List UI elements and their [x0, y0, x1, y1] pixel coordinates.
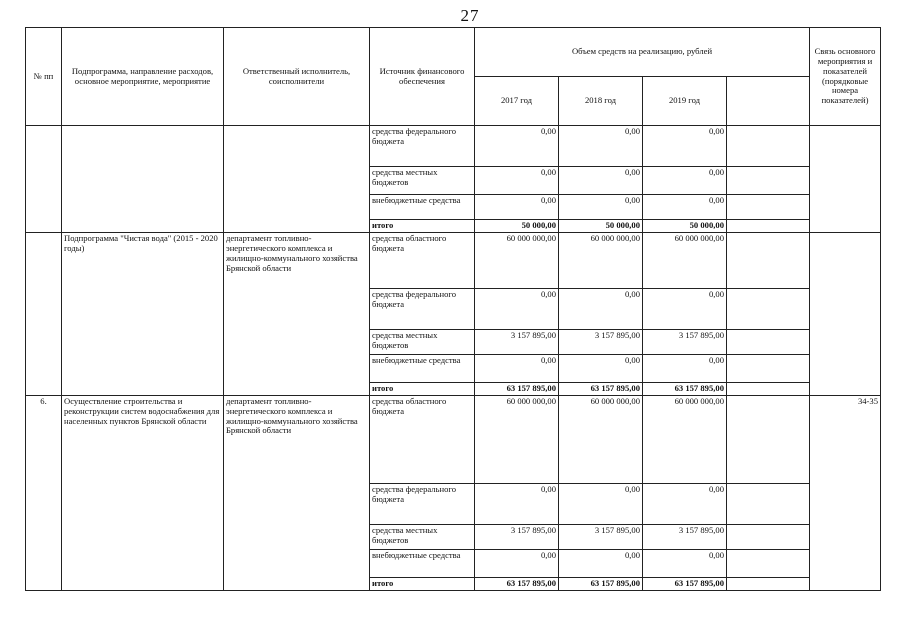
- source-cell: итого: [370, 220, 475, 233]
- header-link: Связь основного мероприятия и показателей (порядковые номера показателей): [810, 28, 881, 126]
- empty-cell: [727, 288, 810, 329]
- amount-cell: 3 157 895,00: [475, 524, 559, 549]
- amount-cell: 50 000,00: [643, 220, 727, 233]
- source-cell: средства местных бюджетов: [370, 524, 475, 549]
- amount-cell: 60 000 000,00: [643, 395, 727, 483]
- table-header: [26, 28, 881, 126]
- page-number: 27: [460, 6, 480, 25]
- amount-cell: 0,00: [559, 483, 643, 524]
- header-source: Источник финансового обеспечения: [370, 28, 475, 126]
- source-cell: внебюджетные средства: [370, 195, 475, 220]
- indicator-link-cell: [810, 232, 881, 395]
- row-number: [26, 232, 62, 395]
- empty-cell: [727, 329, 810, 354]
- empty-cell: [727, 167, 810, 195]
- table-body: [26, 126, 881, 591]
- amount-cell: 60 000 000,00: [643, 232, 727, 288]
- empty-cell: [727, 126, 810, 167]
- table-row: [26, 126, 881, 167]
- empty-cell: [727, 577, 810, 590]
- amount-cell: 63 157 895,00: [475, 577, 559, 590]
- amount-cell: 0,00: [475, 126, 559, 167]
- amount-cell: 63 157 895,00: [643, 577, 727, 590]
- header-year-2019: 2019 год: [643, 77, 727, 126]
- empty-cell: [727, 220, 810, 233]
- amount-cell: 0,00: [475, 195, 559, 220]
- source-cell: итого: [370, 382, 475, 395]
- amount-cell: 63 157 895,00: [559, 382, 643, 395]
- amount-cell: 0,00: [643, 549, 727, 577]
- amount-cell: 60 000 000,00: [475, 395, 559, 483]
- amount-cell: 60 000 000,00: [559, 232, 643, 288]
- amount-cell: 0,00: [643, 354, 727, 382]
- row-number: 6.: [26, 395, 62, 590]
- source-cell: средства федерального бюджета: [370, 483, 475, 524]
- amount-cell: 3 157 895,00: [643, 524, 727, 549]
- amount-cell: 0,00: [559, 288, 643, 329]
- header-year-2018: 2018 год: [559, 77, 643, 126]
- amount-cell: 0,00: [559, 167, 643, 195]
- amount-cell: 0,00: [475, 354, 559, 382]
- amount-cell: 0,00: [643, 195, 727, 220]
- amount-cell: 0,00: [643, 288, 727, 329]
- header-empty-year: [727, 77, 810, 126]
- executor-cell: [224, 126, 370, 233]
- amount-cell: 3 157 895,00: [559, 329, 643, 354]
- amount-cell: 0,00: [643, 126, 727, 167]
- source-cell: итого: [370, 577, 475, 590]
- empty-cell: [727, 483, 810, 524]
- subprogram-cell: Подпрограмма "Чистая вода" (2015 - 2020 годы): [62, 232, 224, 395]
- amount-cell: 0,00: [559, 126, 643, 167]
- empty-cell: [727, 524, 810, 549]
- executor-cell: департамент топливно-энергетического комплекса и жилищно-коммунального хозяйства Брянской области: [224, 395, 370, 590]
- source-cell: средства федерального бюджета: [370, 126, 475, 167]
- empty-cell: [727, 354, 810, 382]
- indicator-link-cell: [810, 126, 881, 233]
- amount-cell: 0,00: [643, 167, 727, 195]
- subprogram-cell: [62, 126, 224, 233]
- empty-cell: [727, 382, 810, 395]
- source-cell: средства местных бюджетов: [370, 167, 475, 195]
- executor-cell: департамент топливно-энергетического комплекса и жилищно-коммунального хозяйства Брянской области: [224, 232, 370, 395]
- amount-cell: 60 000 000,00: [475, 232, 559, 288]
- header-year-2017: 2017 год: [475, 77, 559, 126]
- amount-cell: 50 000,00: [475, 220, 559, 233]
- amount-cell: 50 000,00: [559, 220, 643, 233]
- row-number: [26, 126, 62, 233]
- source-cell: средства местных бюджетов: [370, 329, 475, 354]
- amount-cell: 0,00: [643, 483, 727, 524]
- indicator-link-cell: 34-35: [810, 395, 881, 590]
- empty-cell: [727, 195, 810, 220]
- amount-cell: 0,00: [559, 549, 643, 577]
- table-row: [26, 395, 881, 483]
- source-cell: средства областного бюджета: [370, 232, 475, 288]
- amount-cell: 0,00: [559, 195, 643, 220]
- amount-cell: 0,00: [475, 483, 559, 524]
- amount-cell: 0,00: [559, 354, 643, 382]
- amount-cell: 3 157 895,00: [559, 524, 643, 549]
- header-no: № пп: [26, 28, 62, 126]
- header-volume: Объем средств на реализацию, рублей: [475, 28, 810, 77]
- amount-cell: 0,00: [475, 288, 559, 329]
- table-row: [26, 232, 881, 288]
- amount-cell: 60 000 000,00: [559, 395, 643, 483]
- subprogram-cell: Осуществление строительства и реконструкции систем водоснабжения для населенных пунктов Брянской области: [62, 395, 224, 590]
- header-executor: Ответственный исполнитель, соисполнители: [224, 28, 370, 126]
- header-subprogram: Подпрограмма, направление расходов, основное мероприятие, мероприятие: [62, 28, 224, 126]
- amount-cell: 0,00: [475, 167, 559, 195]
- amount-cell: 63 157 895,00: [643, 382, 727, 395]
- amount-cell: 63 157 895,00: [475, 382, 559, 395]
- empty-cell: [727, 549, 810, 577]
- source-cell: внебюджетные средства: [370, 354, 475, 382]
- amount-cell: 0,00: [475, 549, 559, 577]
- amount-cell: 3 157 895,00: [643, 329, 727, 354]
- amount-cell: 3 157 895,00: [475, 329, 559, 354]
- source-cell: средства федерального бюджета: [370, 288, 475, 329]
- amount-cell: 63 157 895,00: [559, 577, 643, 590]
- source-cell: средства областного бюджета: [370, 395, 475, 483]
- empty-cell: [727, 395, 810, 483]
- financing-table: [25, 27, 881, 591]
- source-cell: внебюджетные средства: [370, 549, 475, 577]
- empty-cell: [727, 232, 810, 288]
